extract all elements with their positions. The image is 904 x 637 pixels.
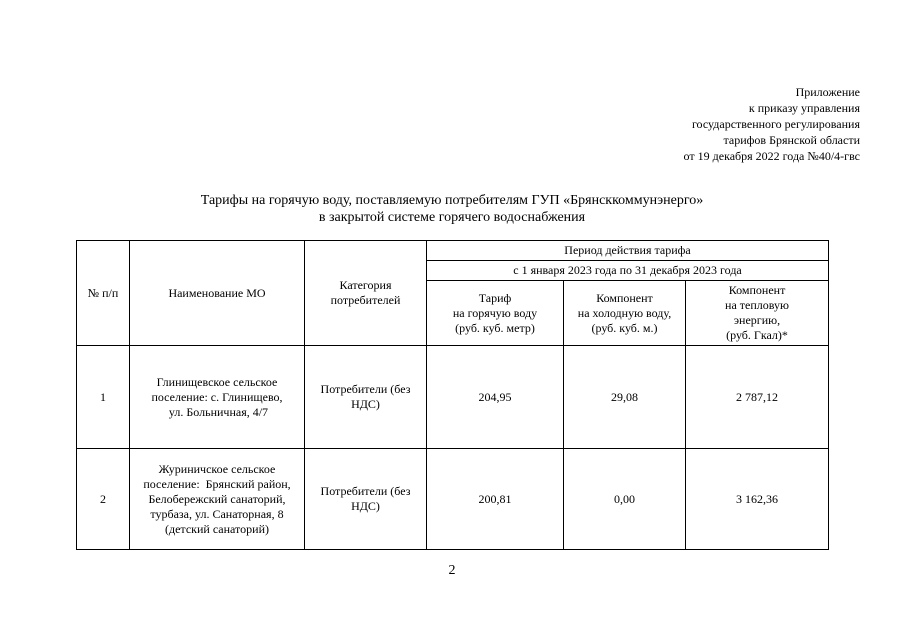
row-tariff: 204,95 (427, 346, 564, 449)
appendix-line: к приказу управления (748, 101, 860, 115)
row-number: 1 (77, 346, 130, 449)
appendix-line: от 19 декабря 2022 года №40/4-гвс (683, 149, 860, 163)
row-cold-water: 29,08 (564, 346, 686, 449)
title-line-1: Тарифы на горячую воду, поставляемую потребителям ГУП «Брянсккоммунэнерго» (200, 193, 704, 208)
header-cold-water-line: (руб. куб. м.) (591, 320, 658, 335)
header-heat-energy-line: энергию, (733, 313, 781, 327)
header-cold-water-line: на холодную воду, (577, 305, 672, 320)
appendix-note (684, 84, 860, 164)
row-number: 2 (77, 449, 130, 550)
appendix-line: Приложение (795, 85, 860, 99)
header-tariff-line: (руб. куб. метр) (455, 320, 535, 335)
header-tariff-line: Тариф (478, 290, 512, 305)
header-number: № п/п (77, 241, 130, 346)
mo-name-line: поселение: Брянский район, (143, 476, 291, 491)
category-line: Потребители (без (320, 382, 411, 396)
row-category (305, 346, 427, 449)
row-cold-water: 0,00 (564, 449, 686, 550)
row-heat-energy: 3 162,36 (686, 449, 829, 550)
mo-name-line: поселение: с. Глинищево, (151, 389, 283, 404)
header-cold-water-line: Компонент (596, 290, 653, 305)
mo-name-line: Глинищевское сельское (156, 374, 278, 389)
mo-name-line: (детский санаторий) (165, 521, 269, 536)
mo-name-line: турбаза, ул. Санаторная, 8 (150, 506, 284, 521)
header-mo-name: Наименование МО (130, 241, 305, 346)
table-row (77, 346, 829, 449)
row-category (305, 449, 427, 550)
category-line: НДС) (351, 397, 380, 411)
row-tariff: 200,81 (427, 449, 564, 550)
category-line: НДС) (351, 499, 380, 513)
mo-name-line: Белобережский санаторий, (148, 491, 286, 506)
header-row-1 (77, 241, 829, 261)
header-tariff-line: на горячую воду (452, 305, 538, 320)
header-tariff (427, 281, 564, 346)
title-line-2: в закрытой системе горячего водоснабжения (318, 210, 586, 225)
header-category: Категория потребителей (305, 241, 427, 346)
row-mo-name (130, 346, 305, 449)
row-mo-name (130, 449, 305, 550)
appendix-line: государственного регулирования (691, 117, 860, 131)
header-period: Период действия тарифа (427, 241, 829, 261)
header-heat-energy-line: Компонент (728, 283, 786, 297)
row-heat-energy: 2 787,12 (686, 346, 829, 449)
page-number: 2 (448, 563, 456, 578)
table-row (77, 449, 829, 550)
header-period-dates: с 1 января 2023 года по 31 декабря 2023 года (427, 261, 829, 281)
header-heat-energy (686, 281, 829, 346)
tariff-table (76, 240, 829, 550)
mo-name-line: Журиничское сельское (158, 461, 276, 476)
category-line: Потребители (без (320, 484, 411, 498)
header-heat-energy-line: (руб. Гкал)* (726, 328, 788, 342)
appendix-line: тарифов Брянской области (723, 133, 860, 147)
header-cold-water (564, 281, 686, 346)
header-heat-energy-line: на тепловую (725, 298, 789, 312)
mo-name-line: ул. Больничная, 4/7 (165, 404, 269, 419)
document-title (0, 192, 904, 226)
